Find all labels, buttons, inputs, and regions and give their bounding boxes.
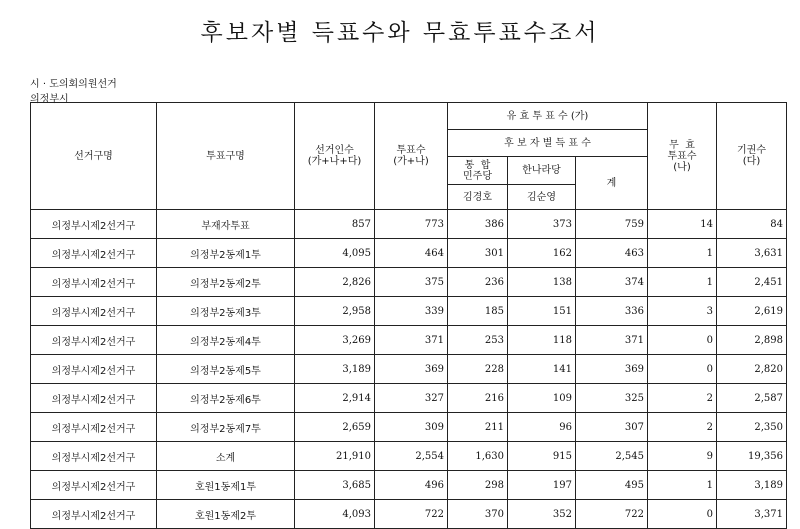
candidate-2-votes-cell: 352 [508, 500, 576, 529]
abstain-cell: 3,371 [717, 500, 787, 529]
candidate-1-votes-cell: 1,630 [448, 442, 508, 471]
precinct-cell: 호원1동제1투 [157, 471, 295, 500]
header-electors: 선거인수 (가+나+다) [295, 103, 375, 210]
candidate-1-votes-cell: 211 [448, 413, 508, 442]
invalid-votes-cell: 2 [648, 384, 717, 413]
votes-cell: 327 [375, 384, 448, 413]
valid-total-cell: 307 [576, 413, 648, 442]
electors-cell: 3,189 [295, 355, 375, 384]
results-table [30, 102, 787, 529]
votes-cell: 464 [375, 239, 448, 268]
header-votes: 투표수 (가+나) [375, 103, 448, 210]
district-cell: 의정부시제2선거구 [31, 326, 157, 355]
invalid-votes-cell: 0 [648, 355, 717, 384]
election-type: 시 · 도의회의원선거 [30, 79, 117, 90]
table-row [31, 384, 787, 413]
valid-total-cell: 336 [576, 297, 648, 326]
valid-total-cell: 369 [576, 355, 648, 384]
valid-total-cell: 325 [576, 384, 648, 413]
votes-cell: 722 [375, 500, 448, 529]
precinct-cell: 의정부2동제7투 [157, 413, 295, 442]
city-name: 의정부시 [30, 94, 69, 105]
candidate-1-votes-cell: 386 [448, 210, 508, 239]
candidate-1-votes-cell: 370 [448, 500, 508, 529]
precinct-cell: 의정부2동제5투 [157, 355, 295, 384]
precinct-cell: 부재자투표 [157, 210, 295, 239]
electors-cell: 3,685 [295, 471, 375, 500]
table-row [31, 442, 787, 471]
invalid-votes-cell: 9 [648, 442, 717, 471]
valid-total-cell: 374 [576, 268, 648, 297]
electors-cell: 4,095 [295, 239, 375, 268]
abstain-cell: 2,350 [717, 413, 787, 442]
abstain-cell: 84 [717, 210, 787, 239]
abstain-cell: 2,619 [717, 297, 787, 326]
candidate-1-votes-cell: 185 [448, 297, 508, 326]
district-cell: 의정부시제2선거구 [31, 442, 157, 471]
district-cell: 의정부시제2선거구 [31, 384, 157, 413]
invalid-votes-cell: 3 [648, 297, 717, 326]
candidate-2-votes-cell: 915 [508, 442, 576, 471]
candidate-2-votes-cell: 96 [508, 413, 576, 442]
district-cell: 의정부시제2선거구 [31, 297, 157, 326]
votes-cell: 371 [375, 326, 448, 355]
electors-cell: 2,958 [295, 297, 375, 326]
valid-total-cell: 371 [576, 326, 648, 355]
header-valid-votes: 유 효 투 표 수 (가) [448, 103, 648, 130]
table-row [31, 413, 787, 442]
header-abstain: 기권수 (다) [717, 103, 787, 210]
electors-cell: 2,659 [295, 413, 375, 442]
candidate-1-votes-cell: 298 [448, 471, 508, 500]
candidate-2-votes-cell: 162 [508, 239, 576, 268]
header-total: 계 [576, 157, 648, 210]
precinct-cell: 소계 [157, 442, 295, 471]
invalid-votes-cell: 0 [648, 500, 717, 529]
precinct-cell: 의정부2동제4투 [157, 326, 295, 355]
header-invalid: 무 효 투표수 (나) [648, 103, 717, 210]
header-precinct: 투표구명 [157, 103, 295, 210]
invalid-votes-cell: 2 [648, 413, 717, 442]
votes-cell: 369 [375, 355, 448, 384]
invalid-votes-cell: 14 [648, 210, 717, 239]
header-candidate-2: 김순영 [508, 185, 576, 210]
abstain-cell: 3,189 [717, 471, 787, 500]
candidate-2-votes-cell: 151 [508, 297, 576, 326]
electors-cell: 2,914 [295, 384, 375, 413]
votes-cell: 2,554 [375, 442, 448, 471]
electors-cell: 2,826 [295, 268, 375, 297]
electors-cell: 21,910 [295, 442, 375, 471]
votes-cell: 496 [375, 471, 448, 500]
header-party-1: 통 합 민주당 [448, 157, 508, 185]
table-row [31, 471, 787, 500]
candidate-2-votes-cell: 373 [508, 210, 576, 239]
header-party-2: 한나라당 [508, 157, 576, 185]
electors-cell: 857 [295, 210, 375, 239]
district-cell: 의정부시제2선거구 [31, 471, 157, 500]
header-candidate-1: 김경호 [448, 185, 508, 210]
candidate-2-votes-cell: 109 [508, 384, 576, 413]
table-row [31, 239, 787, 268]
table-row [31, 297, 787, 326]
votes-cell: 339 [375, 297, 448, 326]
valid-total-cell: 495 [576, 471, 648, 500]
candidate-2-votes-cell: 197 [508, 471, 576, 500]
district-cell: 의정부시제2선거구 [31, 210, 157, 239]
district-cell: 의정부시제2선거구 [31, 355, 157, 384]
valid-total-cell: 722 [576, 500, 648, 529]
abstain-cell: 2,898 [717, 326, 787, 355]
precinct-cell: 의정부2동제2투 [157, 268, 295, 297]
candidate-1-votes-cell: 253 [448, 326, 508, 355]
precinct-cell: 의정부2동제1투 [157, 239, 295, 268]
candidate-1-votes-cell: 301 [448, 239, 508, 268]
header-district: 선거구명 [31, 103, 157, 210]
invalid-votes-cell: 1 [648, 268, 717, 297]
invalid-votes-cell: 0 [648, 326, 717, 355]
table-row [31, 355, 787, 384]
invalid-votes-cell: 1 [648, 239, 717, 268]
district-cell: 의정부시제2선거구 [31, 500, 157, 529]
candidate-2-votes-cell: 138 [508, 268, 576, 297]
header-by-candidate: 후 보 자 별 득 표 수 [448, 130, 648, 157]
table-row [31, 210, 787, 239]
abstain-cell: 2,451 [717, 268, 787, 297]
precinct-cell: 호원1동제2투 [157, 500, 295, 529]
table-row [31, 500, 787, 529]
candidate-1-votes-cell: 228 [448, 355, 508, 384]
district-cell: 의정부시제2선거구 [31, 268, 157, 297]
valid-total-cell: 759 [576, 210, 648, 239]
abstain-cell: 2,587 [717, 384, 787, 413]
table-row [31, 326, 787, 355]
electors-cell: 4,093 [295, 500, 375, 529]
table-row [31, 268, 787, 297]
valid-total-cell: 463 [576, 239, 648, 268]
precinct-cell: 의정부2동제3투 [157, 297, 295, 326]
votes-cell: 375 [375, 268, 448, 297]
electors-cell: 3,269 [295, 326, 375, 355]
page-title: 후보자별 득표수와 무효투표수조서 [200, 20, 600, 46]
abstain-cell: 19,356 [717, 442, 787, 471]
abstain-cell: 3,631 [717, 239, 787, 268]
votes-cell: 773 [375, 210, 448, 239]
candidate-1-votes-cell: 216 [448, 384, 508, 413]
candidate-1-votes-cell: 236 [448, 268, 508, 297]
valid-total-cell: 2,545 [576, 442, 648, 471]
candidate-2-votes-cell: 118 [508, 326, 576, 355]
precinct-cell: 의정부2동제6투 [157, 384, 295, 413]
invalid-votes-cell: 1 [648, 471, 717, 500]
candidate-2-votes-cell: 141 [508, 355, 576, 384]
votes-cell: 309 [375, 413, 448, 442]
abstain-cell: 2,820 [717, 355, 787, 384]
district-cell: 의정부시제2선거구 [31, 239, 157, 268]
district-cell: 의정부시제2선거구 [31, 413, 157, 442]
